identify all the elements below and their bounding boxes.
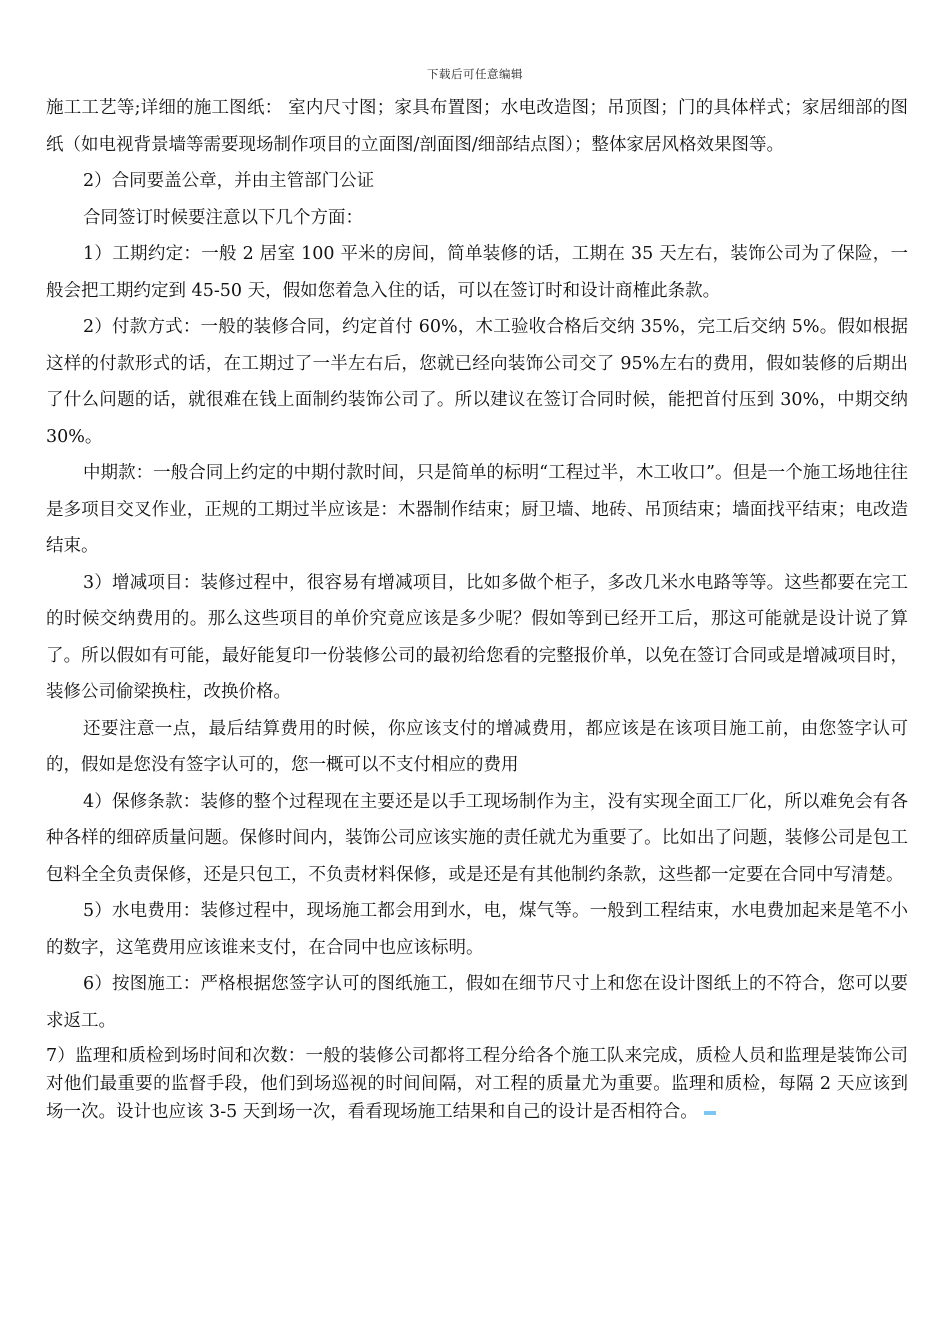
paragraph-change-items: 3）增减项目：装修过程中，很容易有增减项目，比如多做个柜子，多改几米水电路等等。这些都要在完工的时候交纳费用的。那么这些项目的单价究竟应该是多少呢？假如等到已经开工后，那这可能就是设计说了算了。所以假如有可能，最好能复印一份装修公司的最初给您看的完整报价单，以免在签订合同或是增减项目时，装修公司偷梁换柱，改换价格。 [46, 572, 908, 702]
paragraph-payment: 2）付款方式：一般的装修合同，约定首付 60%，木工验收合格后交纳 35%，完工后交纳 5%。假如根据这样的付款形式的话，在工期过了一半左右后，您就已经向装饰公司交了 95%左右的费用，假如装修的后期出了什么问题的话，就很难在钱上面制约装饰公司了。所以建议在签订合同时候，能把首付压到 30%，中期交纳 30%。 [46, 317, 908, 447]
page-header-note: 下载后可任意编辑 [427, 67, 523, 81]
paragraph-inspection [46, 1042, 908, 1126]
paragraph-warranty: 4）保修条款：装修的整个过程现在主要还是以手工现场制作为主，没有实现全面工厂化，所以难免会有各种各样的细碎质量问题。保修时间内，装饰公司应该实施的责任就尤为重要了。比如出了问题，装修公司是包工包料全全负责保修，还是只包工，不负责材料保修，或是还是有其他制约条款，这些都一定要在合同中写清楚。 [46, 791, 908, 885]
paragraph-drawings: 施工工艺等;详细的施工图纸： 室内尺寸图；家具布置图；水电改造图；吊顶图；门的具体样式；家居细部的图纸（如电视背景墙等需要现场制作项目的立面图/剖面图/细部结点图）；整体家居风格效果图等。 [46, 98, 908, 155]
paragraph-settlement-note: 还要注意一点，最后结算费用的时候，你应该支付的增减费用，都应该是在该项目施工前，由您签字认可的，假如是您没有签字认可的，您一概可以不支付相应的费用 [46, 718, 908, 775]
paragraph-schedule: 1）工期约定：一般 2 居室 100 平米的房间，简单装修的话，工期在 35 天左右，装饰公司为了保险，一般会把工期约定到 45-50 天，假如您着急入住的话，可以在签订时和设计商榷此条款。 [46, 244, 908, 301]
paragraph-seal: 2）合同要盖公章，并由主管部门公证 [83, 171, 375, 191]
paragraph-utilities: 5）水电费用：装修过程中，现场施工都会用到水，电，煤气等。一般到工程结束，水电费加起来是笔不小的数字，这笔费用应该谁来支付，在合同中也应该标明。 [46, 901, 908, 958]
paragraph-contract-intro: 合同签订时候要注意以下几个方面： [83, 207, 363, 228]
paragraph-follow-drawings: 6）按图施工：严格根据您签字认可的图纸施工，假如在细节尺寸上和您在设计图纸上的不符合，您可以要求返工。 [46, 974, 908, 1031]
paragraph-inspection-text: 7）监理和质检到场时间和次数：一般的装修公司都将工程分给各个施工队来完成，质检人员和监理是装饰公司对他们最重要的监督手段，他们到场巡视的时间间隔，对工程的质量尤为重要。监理和质检，每隔 2 天应该到场一次。设计也应该 3-5 天到场一次，看看现场施工结果和自己的设计是否相符合。 [46, 1046, 908, 1122]
document-body [46, 90, 908, 1126]
paragraph-midterm-payment: 中期款：一般合同上约定的中期付款时间，只是简单的标明“工程过半，木工收口”。但是一个施工场地往往是多项目交叉作业，正规的工期过半应该是：木器制作结束；厨卫墙、地砖、吊顶结束；墙面找平结束；电改造结束。 [46, 463, 908, 556]
end-marker-icon [704, 1111, 716, 1115]
